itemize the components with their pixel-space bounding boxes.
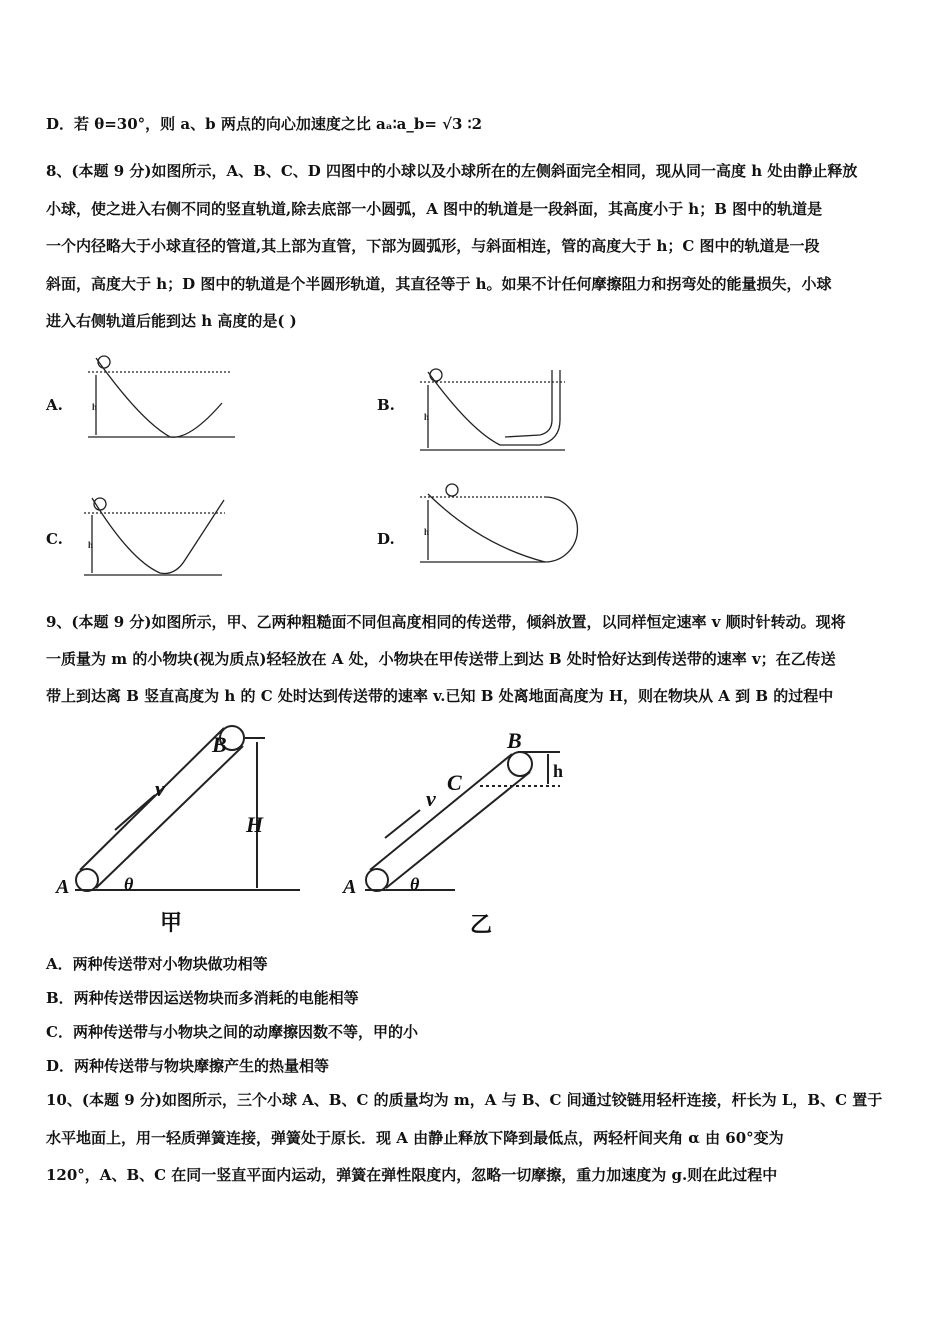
svg-text:θ: θ <box>124 874 134 894</box>
q8-text-line: 8、(本题 9 分)如图所示，A、B、C、D 四图中的小球以及小球所在的左侧斜面完全相同，现从同一高度 h 处由静止释放 <box>46 162 858 180</box>
q10-text-line: 10、(本题 9 分)如图所示，三个小球 A、B、C 的质量均为 m，A 与 B、C 间通过铰链用轻杆连接，杆长为 L，B、C 置于 <box>46 1091 883 1109</box>
q9-option-b: B．两种传送带因运送物块而多消耗的电能相等 <box>46 989 359 1007</box>
svg-text:B: B <box>212 732 227 757</box>
svg-text:甲: 甲 <box>160 910 183 935</box>
figure-q8-a <box>88 356 235 437</box>
q8-option-d: D. <box>377 530 395 548</box>
h-label: h <box>92 402 98 412</box>
svg-text:A: A <box>343 876 357 898</box>
svg-text:A: A <box>56 876 70 898</box>
q8-option-b: B. <box>377 396 395 414</box>
q9-text-line: 9、(本题 9 分)如图所示，甲、乙两种粗糙面不同但高度相同的传送带，倾斜放置，以同样恒定速率 v 顺时针转动。现将 <box>46 613 846 631</box>
q8-text-line: 小球，使之进入右侧不同的竖直轨道,除去底部一小圆弧，A 图中的轨道是一段斜面，其高度小于 h；B 图中的轨道是 <box>46 200 823 218</box>
figure-q9-jia <box>54 726 300 935</box>
q10-text-line: 水平地面上，用一轻质弹簧连接，弹簧处于原长．现 A 由静止释放下降到最低点，两轻杆间夹角 α 由 60°变为 <box>46 1129 784 1147</box>
svg-text:h: h <box>424 412 430 422</box>
q7-option-d: D．若 θ=30°，则 a、b 两点的向心加速度之比 aₐ∶a_b= √3 ∶2 <box>46 115 483 133</box>
svg-text:C: C <box>447 770 462 795</box>
q9-text-line: 一质量为 m 的小物块(视为质点)轻轻放在 A 处，小物块在甲传送带上到达 B 处时恰好达到传送带的速率 v；在乙传送 <box>46 650 836 668</box>
q8-text-line: 一个内径略大于小球直径的管道,其上部为直管，下部为圆弧形，与斜面相连，管的高度大于 h；C 图中的轨道是一段 <box>46 237 820 255</box>
q9-text-line: 带上到达离 B 竖直高度为 h 的 C 处时达到传送带的速率 v.已知 B 处离地面高度为 H，则在物块从 A 到 B 的过程中 <box>46 687 834 705</box>
svg-text:v: v <box>155 776 165 801</box>
q9-option-d: D．两种传送带与物块摩擦产生的热量相等 <box>46 1057 330 1075</box>
svg-text:h: h <box>553 761 564 781</box>
q9-option-a: A．两种传送带对小物块做功相等 <box>46 955 268 973</box>
q8-text-line: 进入右侧轨道后能到达 h 高度的是( ) <box>46 312 297 330</box>
svg-text:h: h <box>424 527 430 537</box>
q9-option-c: C．两种传送带与小物块之间的动摩擦因数不等，甲的小 <box>46 1023 418 1041</box>
q8-option-a: A. <box>46 396 63 414</box>
q8-option-c: C. <box>46 530 63 548</box>
svg-text:乙: 乙 <box>470 912 493 937</box>
svg-text:h: h <box>88 540 94 550</box>
q10-text-line: 120°，A、B、C 在同一竖直平面内运动，弹簧在弹性限度内，忽略一切摩擦，重力加速度为 g.则在此过程中 <box>46 1166 778 1184</box>
figure-q8-d <box>420 484 577 562</box>
svg-text:v: v <box>426 786 436 811</box>
svg-text:B: B <box>507 728 522 753</box>
svg-text:θ: θ <box>410 874 420 894</box>
figure-q8-c <box>84 498 225 575</box>
q8-text-line: 斜面，高度大于 h；D 图中的轨道是个半圆形轨道，其直径等于 h。如果不计任何摩擦阻力和拐弯处的能量损失，小球 <box>46 275 832 293</box>
figure-q8-b <box>420 369 565 450</box>
figure-q9-yi <box>341 728 563 937</box>
svg-text:H: H <box>246 812 264 837</box>
